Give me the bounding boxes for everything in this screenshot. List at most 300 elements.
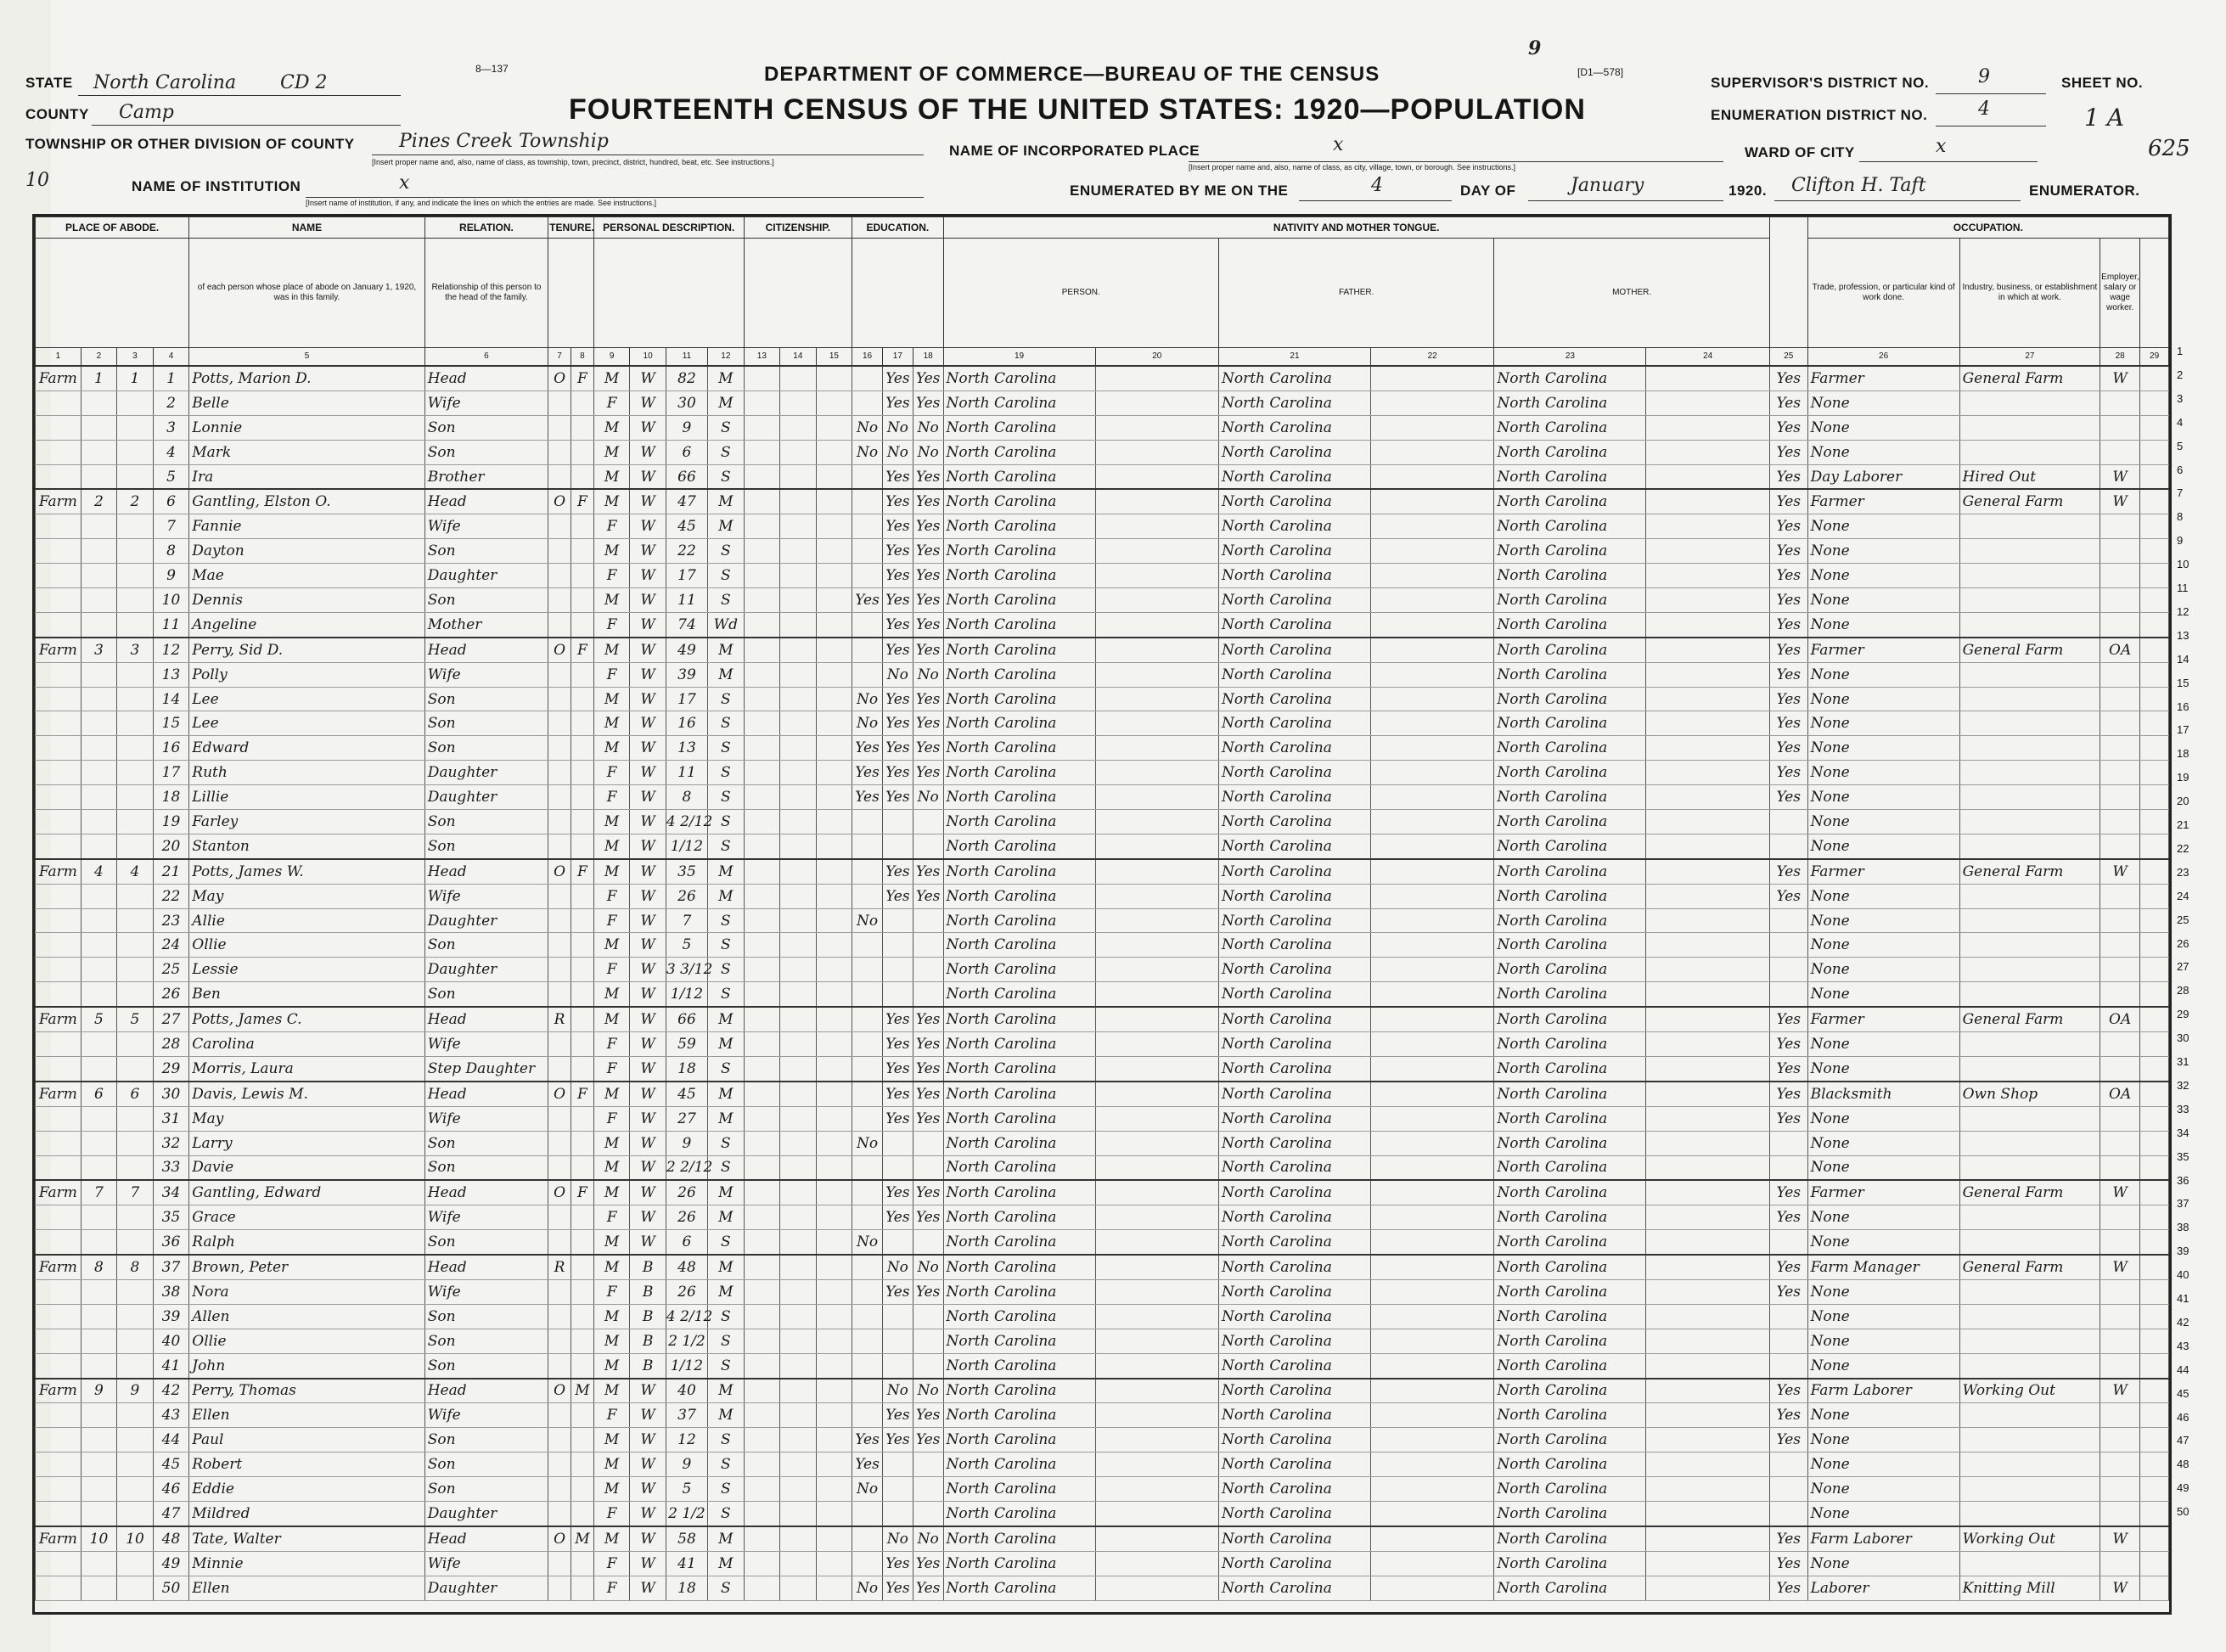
- mother-tongue: [1646, 564, 1769, 588]
- farm-schedule-cell: [2140, 1082, 2169, 1106]
- margin-line-number: 29: [2177, 1008, 2189, 1021]
- marital-cell: M: [708, 514, 745, 539]
- table-row: [36, 1453, 2169, 1477]
- tenure-owned: [548, 514, 571, 539]
- tenure-owned: [548, 884, 571, 908]
- immigration-year: [744, 958, 780, 982]
- english-cell: [1769, 1230, 1807, 1255]
- sex-cell: M: [593, 1453, 630, 1477]
- write-cell: Yes: [913, 366, 943, 391]
- read-cell: Yes: [882, 761, 913, 785]
- age-cell: 2 1/2: [666, 1501, 707, 1526]
- mother-birthplace: North Carolina: [1494, 933, 1646, 958]
- industry-cell: [1959, 834, 2100, 858]
- english-cell: Yes: [1769, 687, 1807, 711]
- margin-line-number: 17: [2177, 723, 2189, 737]
- line-number: 36: [153, 1230, 189, 1255]
- immigration-year: [744, 1477, 780, 1502]
- street-cell: [36, 1551, 82, 1576]
- dwelling-number: [81, 1477, 117, 1502]
- race-cell: W: [630, 711, 666, 736]
- immigration-year: [744, 711, 780, 736]
- family-number: [117, 785, 154, 810]
- street-cell: [36, 1205, 82, 1230]
- dwelling-number: [81, 1551, 117, 1576]
- race-cell: W: [630, 638, 666, 662]
- naturalized-cell: [780, 1007, 817, 1031]
- read-cell: Yes: [882, 612, 913, 637]
- read-cell: Yes: [882, 1056, 913, 1081]
- father-birthplace: North Carolina: [1218, 638, 1370, 662]
- sex-cell: M: [593, 933, 630, 958]
- industry-cell: General Farm: [1959, 1255, 2100, 1279]
- margin-line-number: 14: [2177, 652, 2189, 666]
- tenure-owned: [548, 464, 571, 489]
- father-tongue: [1370, 933, 1493, 958]
- age-cell: 47: [666, 489, 707, 514]
- employer-cell: [2100, 908, 2140, 933]
- table-row: [36, 366, 2169, 391]
- person-name: Tate, Walter: [189, 1526, 424, 1551]
- family-number: [117, 1155, 154, 1180]
- mother-tongue-cell: [1095, 884, 1218, 908]
- employer-cell: [2100, 1403, 2140, 1428]
- write-cell: No: [913, 415, 943, 440]
- dwelling-number: [81, 1032, 117, 1057]
- birthplace-cell: North Carolina: [943, 687, 1095, 711]
- marital-cell: M: [708, 366, 745, 391]
- write-cell: Yes: [913, 464, 943, 489]
- farm-schedule-cell: [2140, 933, 2169, 958]
- write-cell: Yes: [913, 736, 943, 761]
- father-birthplace: North Carolina: [1218, 859, 1370, 884]
- mother-tongue-cell: [1095, 761, 1218, 785]
- age-cell: 26: [666, 884, 707, 908]
- birthplace-cell: North Carolina: [943, 1255, 1095, 1279]
- table-row: [36, 391, 2169, 415]
- farm-schedule-cell: [2140, 958, 2169, 982]
- line-number: 12: [153, 638, 189, 662]
- table-row: [36, 1551, 2169, 1576]
- trade-cell: None: [1807, 834, 1959, 858]
- industry-cell: [1959, 982, 2100, 1007]
- naturalized-cell: [780, 1576, 817, 1600]
- trade-cell: None: [1807, 736, 1959, 761]
- mother-tongue: [1646, 662, 1769, 687]
- mother-tongue-cell: [1095, 1255, 1218, 1279]
- birthplace-cell: North Carolina: [943, 1032, 1095, 1057]
- family-number: [117, 1056, 154, 1081]
- dwelling-number: [81, 514, 117, 539]
- father-tongue: [1370, 1453, 1493, 1477]
- naturalized-cell: [780, 1428, 817, 1453]
- mother-tongue-cell: [1095, 1353, 1218, 1378]
- father-birthplace: North Carolina: [1218, 1007, 1370, 1031]
- margin-line-number: 41: [2177, 1292, 2189, 1305]
- dwelling-number: 3: [81, 638, 117, 662]
- person-name: Belle: [189, 391, 424, 415]
- family-number: [117, 884, 154, 908]
- tenure-mortgage: M: [571, 1526, 594, 1551]
- birthplace-cell: North Carolina: [943, 761, 1095, 785]
- dwelling-number: [81, 1353, 117, 1378]
- sex-cell: F: [593, 958, 630, 982]
- father-tongue: [1370, 884, 1493, 908]
- sex-cell: F: [593, 1032, 630, 1057]
- read-cell: [882, 1329, 913, 1353]
- age-cell: 8: [666, 785, 707, 810]
- naturalized-cell: [780, 1453, 817, 1477]
- mother-tongue: [1646, 440, 1769, 464]
- naturalization-year: [816, 1230, 852, 1255]
- person-name: Potts, James C.: [189, 1007, 424, 1031]
- marital-cell: S: [708, 1353, 745, 1378]
- father-birthplace: North Carolina: [1218, 415, 1370, 440]
- line-number: 33: [153, 1155, 189, 1180]
- person-header: PERSON.: [943, 239, 1218, 348]
- employer-cell: [2100, 884, 2140, 908]
- person-name: Edward: [189, 736, 424, 761]
- mother-tongue-cell: [1095, 1526, 1218, 1551]
- group-occupation: OCCUPATION.: [1807, 217, 2168, 239]
- father-tongue: [1370, 711, 1493, 736]
- trade-cell: Farmer: [1807, 1007, 1959, 1031]
- read-cell: [882, 810, 913, 834]
- trade-cell: None: [1807, 1131, 1959, 1155]
- tenure-mortgage: M: [571, 1379, 594, 1403]
- person-name: Ollie: [189, 933, 424, 958]
- father-tongue: [1370, 958, 1493, 982]
- school-cell: [852, 1180, 883, 1205]
- sex-cell: M: [593, 489, 630, 514]
- line-number: 49: [153, 1551, 189, 1576]
- father-tongue: [1370, 1576, 1493, 1600]
- line-number: 42: [153, 1379, 189, 1403]
- immigration-year: [744, 464, 780, 489]
- sex-cell: M: [593, 588, 630, 613]
- sex-cell: F: [593, 1056, 630, 1081]
- age-cell: 5: [666, 933, 707, 958]
- mother-tongue: [1646, 1477, 1769, 1502]
- street-cell: [36, 958, 82, 982]
- race-cell: W: [630, 908, 666, 933]
- mother-birthplace: North Carolina: [1494, 1205, 1646, 1230]
- race-cell: W: [630, 1180, 666, 1205]
- birthplace-cell: North Carolina: [943, 1403, 1095, 1428]
- mother-birthplace: North Carolina: [1494, 1180, 1646, 1205]
- dwelling-number: 6: [81, 1082, 117, 1106]
- mother-tongue-cell: [1095, 612, 1218, 637]
- family-number: [117, 1106, 154, 1131]
- father-birthplace: North Carolina: [1218, 1279, 1370, 1304]
- person-name: Davis, Lewis M.: [189, 1082, 424, 1106]
- enumeration-label: ENUMERATION DISTRICT NO.: [1711, 107, 1928, 123]
- margin-line-number: 39: [2177, 1245, 2189, 1258]
- read-cell: Yes: [882, 687, 913, 711]
- incorporated-value: x: [1333, 134, 1344, 155]
- naturalization-year: [816, 1403, 852, 1428]
- immigration-year: [744, 1155, 780, 1180]
- father-tongue: [1370, 1428, 1493, 1453]
- immigration-year: [744, 1453, 780, 1477]
- race-cell: W: [630, 1403, 666, 1428]
- tenure-owned: [548, 1230, 571, 1255]
- marital-cell: M: [708, 638, 745, 662]
- naturalization-year: [816, 958, 852, 982]
- immigration-year: [744, 1304, 780, 1329]
- table-row: [36, 1279, 2169, 1304]
- english-cell: Yes: [1769, 761, 1807, 785]
- farm-schedule-cell: [2140, 1403, 2169, 1428]
- farm-schedule-cell: [2140, 440, 2169, 464]
- street-cell: Farm: [36, 366, 82, 391]
- tenure-mortgage: [571, 539, 594, 564]
- marital-cell: M: [708, 489, 745, 514]
- relation-cell: Son: [424, 1131, 548, 1155]
- group-tenure: TENURE.: [548, 217, 594, 239]
- write-cell: No: [913, 1379, 943, 1403]
- read-cell: Yes: [882, 1403, 913, 1428]
- naturalization-year: [816, 884, 852, 908]
- immigration-year: [744, 1403, 780, 1428]
- naturalization-year: [816, 1501, 852, 1526]
- dwelling-number: [81, 761, 117, 785]
- column-number: 27: [1959, 348, 2100, 367]
- naturalized-cell: [780, 1230, 817, 1255]
- relation-cell: Son: [424, 834, 548, 858]
- family-number: [117, 1131, 154, 1155]
- read-cell: [882, 958, 913, 982]
- mother-tongue: [1646, 1501, 1769, 1526]
- english-cell: Yes: [1769, 464, 1807, 489]
- naturalization-year: [816, 810, 852, 834]
- street-cell: [36, 1453, 82, 1477]
- mother-tongue-cell: [1095, 1056, 1218, 1081]
- naturalization-year: [816, 933, 852, 958]
- father-birthplace: North Carolina: [1218, 1082, 1370, 1106]
- marital-cell: M: [708, 1106, 745, 1131]
- industry-cell: [1959, 662, 2100, 687]
- age-cell: 9: [666, 1453, 707, 1477]
- trade-cell: None: [1807, 588, 1959, 613]
- age-cell: 35: [666, 859, 707, 884]
- column-number: 12: [708, 348, 745, 367]
- trade-cell: None: [1807, 884, 1959, 908]
- school-cell: [852, 489, 883, 514]
- age-cell: 4 2/12: [666, 1304, 707, 1329]
- school-cell: Yes: [852, 1428, 883, 1453]
- family-number: [117, 1329, 154, 1353]
- race-cell: W: [630, 736, 666, 761]
- tenure-owned: [548, 539, 571, 564]
- margin-line-number: 34: [2177, 1126, 2189, 1139]
- father-birthplace: North Carolina: [1218, 1526, 1370, 1551]
- line-number: 3: [153, 415, 189, 440]
- tenure-owned: [548, 1576, 571, 1600]
- read-cell: No: [882, 415, 913, 440]
- mother-tongue-cell: [1095, 1379, 1218, 1403]
- dwelling-number: 2: [81, 489, 117, 514]
- birthplace-cell: North Carolina: [943, 1453, 1095, 1477]
- margin-line-number: 22: [2177, 841, 2189, 855]
- county-value: Camp: [119, 102, 174, 123]
- tenure-owned: [548, 612, 571, 637]
- family-number: 10: [117, 1526, 154, 1551]
- tenure-mortgage: [571, 1551, 594, 1576]
- tenure-mortgage: [571, 1205, 594, 1230]
- line-number: 15: [153, 711, 189, 736]
- employer-cell: W: [2100, 464, 2140, 489]
- naturalization-year: [816, 1032, 852, 1057]
- industry-cell: [1959, 736, 2100, 761]
- age-cell: 58: [666, 1526, 707, 1551]
- column-number: 15: [816, 348, 852, 367]
- immigration-year: [744, 1007, 780, 1031]
- relation-cell: Wife: [424, 514, 548, 539]
- read-cell: [882, 834, 913, 858]
- margin-line-number: 43: [2177, 1339, 2189, 1352]
- tenure-owned: [548, 391, 571, 415]
- birthplace-cell: North Carolina: [943, 1353, 1095, 1378]
- race-cell: W: [630, 687, 666, 711]
- dwelling-number: [81, 391, 117, 415]
- immigration-year: [744, 539, 780, 564]
- farm-schedule-cell: [2140, 785, 2169, 810]
- street-cell: [36, 1329, 82, 1353]
- farm-schedule-cell: [2140, 1477, 2169, 1502]
- trade-cell: None: [1807, 933, 1959, 958]
- naturalized-cell: [780, 1180, 817, 1205]
- tenure-owned: O: [548, 1082, 571, 1106]
- tenure-mortgage: [571, 761, 594, 785]
- relation-cell: Head: [424, 1379, 548, 1403]
- margin-line-number: 5: [2177, 439, 2184, 452]
- write-cell: [913, 1477, 943, 1502]
- write-cell: Yes: [913, 1032, 943, 1057]
- english-cell: Yes: [1769, 1379, 1807, 1403]
- father-birthplace: North Carolina: [1218, 1131, 1370, 1155]
- father-tongue: [1370, 1082, 1493, 1106]
- line-number: 30: [153, 1082, 189, 1106]
- industry-cell: [1959, 1155, 2100, 1180]
- age-cell: 26: [666, 1180, 707, 1205]
- school-cell: [852, 810, 883, 834]
- mother-birthplace: North Carolina: [1494, 1477, 1646, 1502]
- employer-cell: OA: [2100, 1007, 2140, 1031]
- birthplace-cell: North Carolina: [943, 982, 1095, 1007]
- naturalization-year: [816, 1576, 852, 1600]
- marital-cell: M: [708, 1180, 745, 1205]
- relation-cell: Daughter: [424, 761, 548, 785]
- write-cell: Yes: [913, 687, 943, 711]
- write-cell: [913, 810, 943, 834]
- sex-cell: M: [593, 1007, 630, 1031]
- margin-line-number: 2: [2177, 368, 2184, 381]
- write-cell: Yes: [913, 1403, 943, 1428]
- naturalization-year: [816, 564, 852, 588]
- naturalized-cell: [780, 810, 817, 834]
- naturalization-year: [816, 761, 852, 785]
- farm-schedule-cell: [2140, 612, 2169, 637]
- tenure-mortgage: [571, 810, 594, 834]
- mother-birthplace: North Carolina: [1494, 1428, 1646, 1453]
- tenure-mortgage: [571, 1501, 594, 1526]
- census-table: [35, 216, 2169, 1601]
- naturalization-year: [816, 711, 852, 736]
- table-row: [36, 1526, 2169, 1551]
- mother-tongue-cell: [1095, 440, 1218, 464]
- naturalized-cell: [780, 1279, 817, 1304]
- father-tongue: [1370, 366, 1493, 391]
- tenure-mortgage: F: [571, 1180, 594, 1205]
- marital-cell: S: [708, 539, 745, 564]
- read-cell: [882, 1353, 913, 1378]
- dwelling-number: [81, 1106, 117, 1131]
- mother-birthplace: North Carolina: [1494, 539, 1646, 564]
- read-cell: Yes: [882, 1576, 913, 1600]
- employer-cell: W: [2100, 489, 2140, 514]
- state-extra: CD 2: [280, 72, 328, 93]
- immigration-year: [744, 1551, 780, 1576]
- mother-birthplace: North Carolina: [1494, 1279, 1646, 1304]
- mother-tongue: [1646, 1551, 1769, 1576]
- line-number: 5: [153, 464, 189, 489]
- mother-tongue-cell: [1095, 1551, 1218, 1576]
- column-number: 1: [36, 348, 82, 367]
- right-margin-note: 625: [2148, 136, 2190, 161]
- line-number: 19: [153, 810, 189, 834]
- birthplace-cell: North Carolina: [943, 1056, 1095, 1081]
- trade-cell: None: [1807, 785, 1959, 810]
- mother-tongue-cell: [1095, 1106, 1218, 1131]
- sex-cell: M: [593, 1353, 630, 1378]
- read-cell: Yes: [882, 859, 913, 884]
- margin-line-number: 6: [2177, 463, 2184, 476]
- read-cell: Yes: [882, 1082, 913, 1106]
- table-row: [36, 761, 2169, 785]
- dwelling-number: [81, 1403, 117, 1428]
- margin-line-number: 37: [2177, 1197, 2189, 1211]
- dwelling-number: 9: [81, 1379, 117, 1403]
- table-row: [36, 489, 2169, 514]
- farm-schedule-cell: [2140, 1329, 2169, 1353]
- school-cell: Yes: [852, 588, 883, 613]
- table-row: [36, 859, 2169, 884]
- mother-tongue: [1646, 1155, 1769, 1180]
- name-description: of each person whose place of abode on January 1, 1920, was in this family.: [189, 239, 424, 348]
- trade-cell: None: [1807, 1155, 1959, 1180]
- naturalization-year: [816, 687, 852, 711]
- race-cell: W: [630, 1477, 666, 1502]
- naturalized-cell: [780, 489, 817, 514]
- group-citizenship: CITIZENSHIP.: [744, 217, 852, 239]
- employer-cell: W: [2100, 1255, 2140, 1279]
- employer-cell: W: [2100, 1576, 2140, 1600]
- naturalization-year: [816, 785, 852, 810]
- industry-cell: [1959, 1304, 2100, 1329]
- naturalized-cell: [780, 1551, 817, 1576]
- family-number: 1: [117, 366, 154, 391]
- tenure-mortgage: [571, 588, 594, 613]
- industry-cell: [1959, 1353, 2100, 1378]
- read-cell: [882, 1453, 913, 1477]
- line-number: 47: [153, 1501, 189, 1526]
- father-birthplace: North Carolina: [1218, 1576, 1370, 1600]
- birthplace-cell: North Carolina: [943, 711, 1095, 736]
- father-tongue: [1370, 761, 1493, 785]
- farm-schedule-cell: [2140, 1131, 2169, 1155]
- marital-cell: M: [708, 1403, 745, 1428]
